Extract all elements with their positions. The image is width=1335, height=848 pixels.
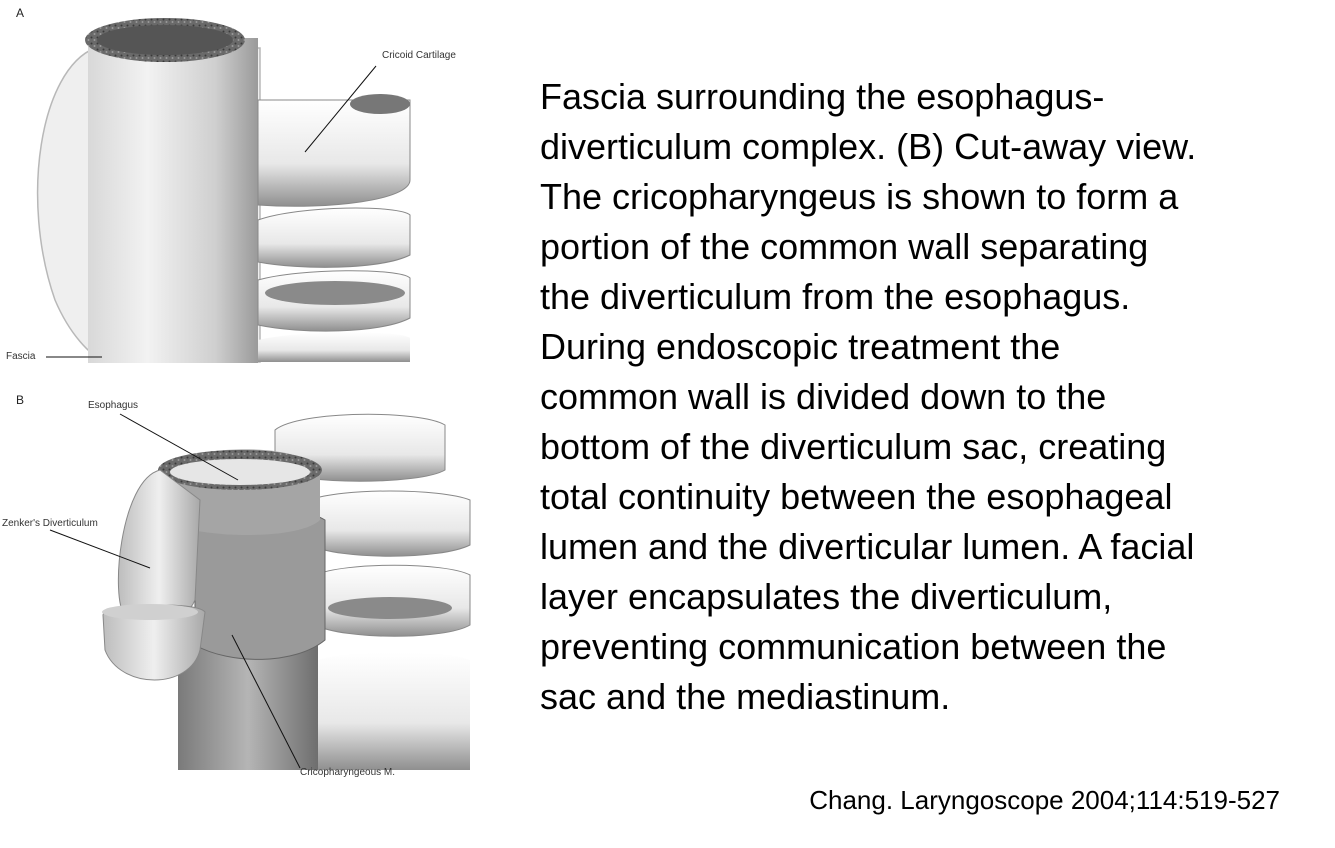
panel-b-drawing <box>50 414 470 770</box>
panel-a-letter: A <box>16 6 25 20</box>
esophagus-tube-a <box>88 38 258 363</box>
caption-line: Fascia surrounding the esophagus- <box>540 76 1105 117</box>
caption-line: bottom of the diverticulum sac, creating <box>540 426 1167 467</box>
fascia-label: Fascia <box>6 351 36 362</box>
cricopharyngeous-label: Cricopharyngeous M. <box>300 767 396 778</box>
caption-line: diverticulum complex. (B) Cut-away view. <box>540 126 1197 167</box>
caption-line: layer encapsulates the diverticulum, <box>540 576 1113 617</box>
tracheal-ring-1 <box>258 208 410 267</box>
caption-line: lumen and the diverticular lumen. A facial <box>540 526 1195 567</box>
anatomy-illustration <box>0 0 500 843</box>
caption-line: common wall is divided down to the <box>540 376 1107 417</box>
cricoid-cartilage-label: Cricoid Cartilage <box>382 50 456 61</box>
panel-a-drawing <box>38 18 410 363</box>
panel-b-letter: B <box>16 393 25 407</box>
esophagus-label: Esophagus <box>88 400 139 411</box>
caption-text <box>540 72 1320 722</box>
zenker-sac <box>118 470 200 623</box>
anatomy-figure <box>0 0 500 843</box>
cricoid-cartilage <box>258 100 410 206</box>
caption-line: preventing communication between the <box>540 626 1167 667</box>
tracheal-ring-b1 <box>310 491 470 556</box>
caption-line: portion of the common wall separating <box>540 226 1149 267</box>
citation: Chang. Laryngoscope 2004;114:519-527 <box>809 785 1280 815</box>
caption-line: The cricopharyngeus is shown to form a <box>540 176 1179 217</box>
caption-line: the diverticulum from the esophagus. <box>540 276 1131 317</box>
caption-line: During endoscopic treatment the <box>540 326 1061 367</box>
caption-line: sac and the mediastinum. <box>540 676 951 717</box>
caption-line: total continuity between the esophageal <box>540 476 1173 517</box>
zenker-diverticulum-label: Zenker's Diverticulum <box>2 518 98 529</box>
